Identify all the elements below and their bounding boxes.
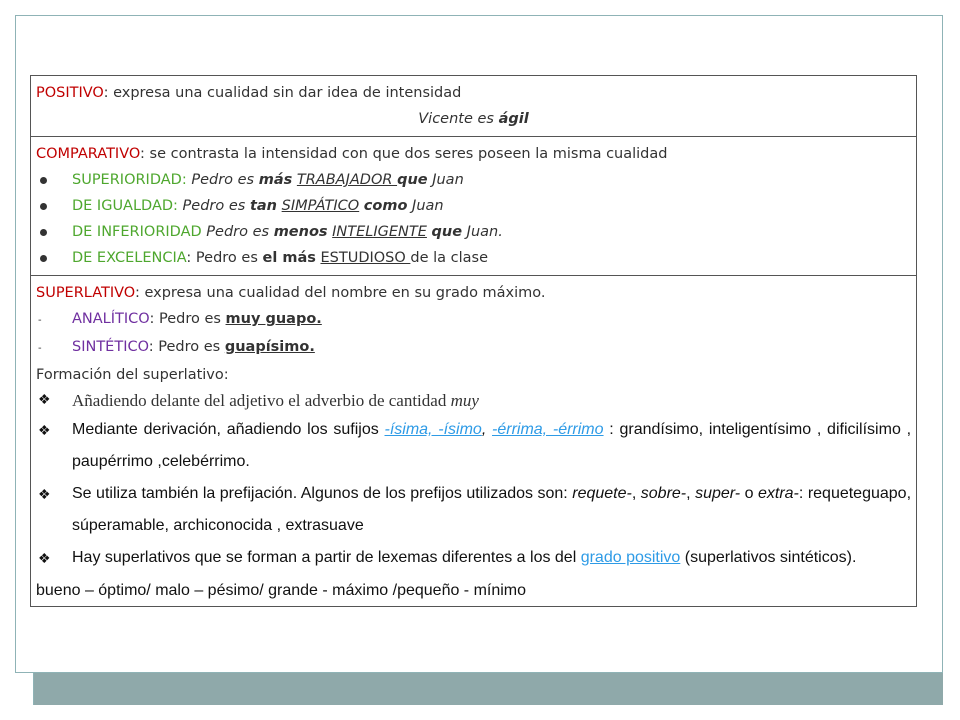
prefijo-2: sobre- — [640, 485, 687, 502]
superlativo-sintetico — [36, 334, 911, 362]
positivo-text: : expresa una cualidad sin dar idea de intensidad — [103, 85, 462, 101]
sufijo-link-2[interactable]: -érrima, -érrimo — [492, 421, 604, 438]
item-bold: el más — [262, 250, 316, 266]
item-tail: (superlativos sintéticos). — [680, 549, 857, 566]
comparativo-text: : se contrasta la intensidad con que dos seres poseen la misma cualidad — [140, 146, 668, 162]
diamond-bullet-icon: ❖ — [38, 393, 51, 408]
bullet-icon — [36, 245, 72, 271]
item-underline: INTELIGENTE — [332, 224, 427, 240]
superlativo-definition — [36, 280, 911, 306]
bottom-bar — [15, 673, 943, 705]
bullet-icon — [36, 219, 72, 245]
item-tail: Juan. — [462, 224, 503, 240]
item-or: o — [740, 485, 758, 502]
positivo-definition — [36, 80, 911, 106]
positivo-example-bold: ágil — [498, 111, 529, 127]
formacion-item-lexemas — [36, 542, 911, 574]
item-text: Pedro es — [186, 172, 259, 188]
comparativo-definition — [36, 141, 911, 167]
comparativo-item-excelencia — [36, 245, 911, 271]
item-text: Se utiliza también la prefijación. Algunos de los prefijos utilizados son: — [72, 485, 573, 502]
superlativo-term: SUPERLATIVO — [36, 285, 135, 301]
item-label: DE INFERIORIDAD — [72, 224, 202, 240]
item-bold: más — [258, 172, 293, 188]
item-underline: ESTUDIOSO — [320, 250, 411, 266]
item-bold: menos — [273, 224, 328, 240]
bullet-icon — [36, 193, 72, 219]
superlativo-text: : expresa una cualidad del nombre en su grado máximo. — [134, 285, 546, 301]
item-text: : Pedro es — [148, 339, 225, 355]
item-text: Añadiendo delante del adjetivo el adverbio de cantidad — [72, 391, 451, 410]
formacion-item-prefijacion — [36, 478, 911, 542]
item-text: Hay superlativos que se forman a partir de lexemas diferentes a los del — [72, 549, 581, 566]
formacion-title: Formación del superlativo: — [36, 367, 229, 383]
item-label: SINTÉTICO — [72, 339, 149, 355]
item-text: Pedro es — [201, 224, 274, 240]
item-sep: , — [631, 485, 641, 502]
superlativo-cell — [31, 276, 917, 607]
comparativo-cell — [31, 137, 917, 276]
formacion-item-anadiendo — [36, 388, 911, 414]
positivo-row — [31, 76, 917, 137]
item-sep: , — [481, 421, 493, 438]
diamond-bullet-icon: ❖ — [38, 486, 51, 502]
item-text: Mediante derivación, añadiendo los sufijos — [72, 421, 385, 438]
dash-icon: - — [38, 315, 42, 326]
comparativo-term: COMPARATIVO — [36, 146, 141, 162]
item-label: SUPERIORIDAD: — [72, 172, 187, 188]
item-tail: Juan — [407, 198, 444, 214]
item-text: : Pedro es — [149, 311, 226, 327]
prefijo-3: super- — [695, 485, 741, 502]
diamond-bullet-icon: ❖ — [38, 550, 51, 566]
comparativo-row — [31, 137, 917, 276]
positivo-term: POSITIVO — [36, 85, 104, 101]
item-underline: SIMPÁTICO — [281, 198, 360, 214]
item-label: ANALÍTICO — [72, 311, 150, 327]
item-value: guapísimo. — [224, 339, 315, 355]
diamond-bullet-icon: ❖ — [38, 422, 51, 438]
bottom-corner — [15, 673, 34, 705]
item-label: DE IGUALDAD: — [72, 198, 178, 214]
item-bold-2: como — [363, 198, 408, 214]
grammar-table — [30, 75, 917, 607]
positivo-example — [36, 106, 911, 132]
grado-positivo-link[interactable]: grado positivo — [580, 549, 681, 566]
item-sep: , — [686, 485, 696, 502]
comparativo-item-igualdad — [36, 193, 911, 219]
comparativo-item-inferioridad — [36, 219, 911, 245]
superlativo-analitico — [36, 306, 911, 334]
item-bold: tan — [249, 198, 278, 214]
dash-icon: - — [38, 343, 42, 354]
item-value: muy guapo. — [225, 311, 322, 327]
positivo-cell — [31, 76, 917, 137]
item-label: DE EXCELENCIA — [72, 250, 187, 266]
item-tail: Juan — [427, 172, 464, 188]
sufijo-link-1[interactable]: -ísima, -ísimo — [384, 421, 482, 438]
formacion-item-derivacion — [36, 414, 911, 478]
item-italic: muy — [450, 391, 479, 410]
item-underline: TRABAJADOR — [296, 172, 398, 188]
comparativo-item-superioridad — [36, 167, 911, 193]
item-text: Pedro es — [191, 250, 263, 266]
prefijo-1: requete- — [572, 485, 632, 502]
superlativo-examples: bueno – óptimo/ malo – pésimo/ grande - máximo /pequeño - mínimo — [36, 582, 527, 599]
item-bold-2: que — [397, 172, 428, 188]
item-tail: : requeteguapo, súperamable, archiconocida , extrasuave — [72, 485, 912, 534]
item-tail: : grandísimo, inteligentísimo , dificilísimo , paupérrimo ,celebérrimo. — [72, 421, 912, 470]
bullet-icon — [36, 167, 72, 193]
item-bold-2: que — [431, 224, 463, 240]
superlativo-row — [31, 276, 917, 607]
positivo-example-prefix: Vicente es — [418, 111, 499, 127]
item-text: Pedro es — [177, 198, 250, 214]
item-colon: : — [186, 250, 192, 266]
prefijo-4: extra- — [757, 485, 799, 502]
item-tail: de la clase — [410, 250, 489, 266]
